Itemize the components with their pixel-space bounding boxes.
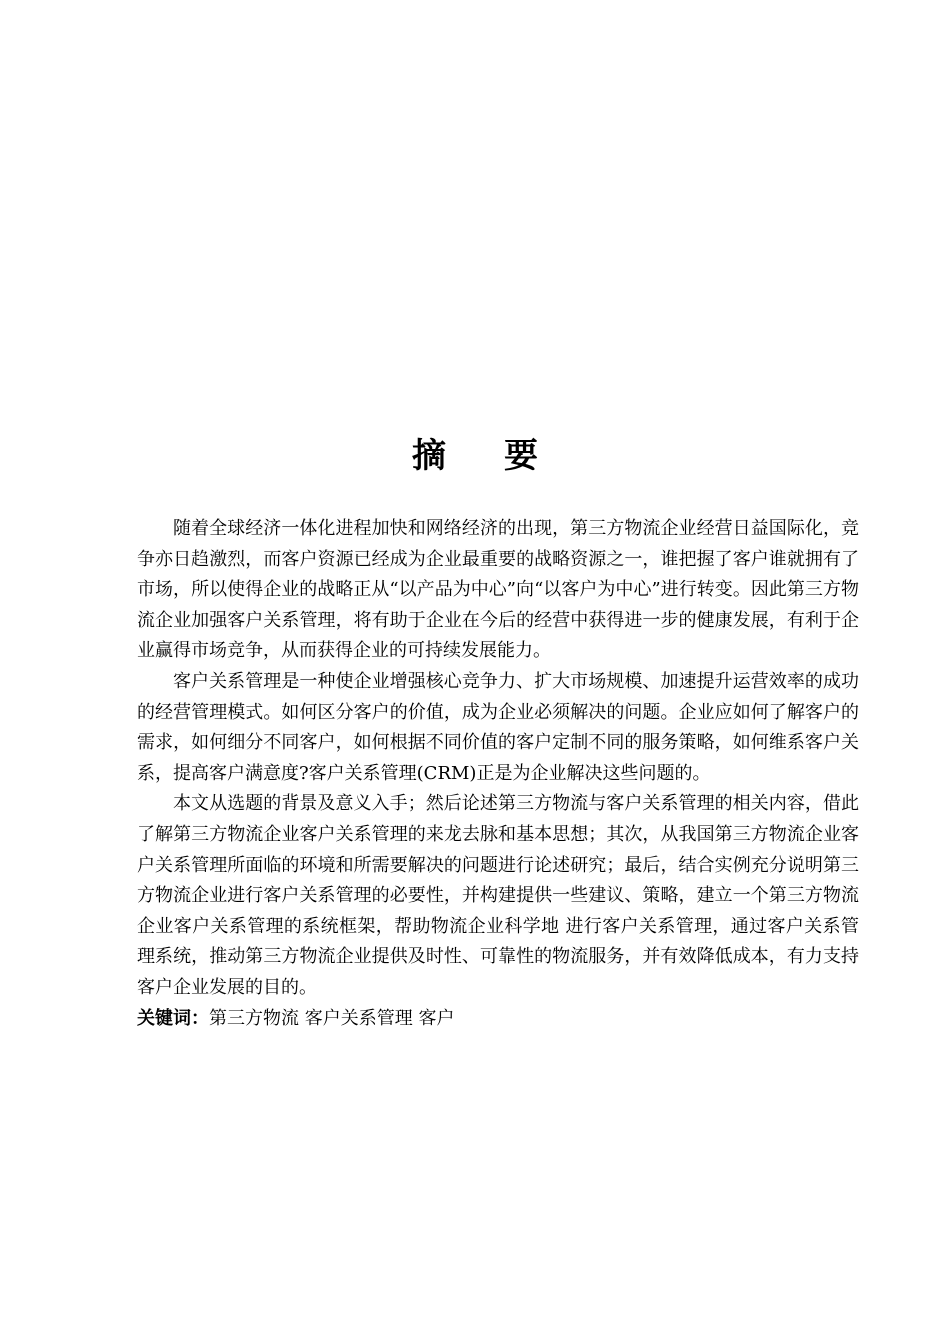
abstract-paragraph-1: 随着全球经济一体化进程加快和网络经济的出现，第三方物流企业经营日益国际化，竞争亦日趋激烈，而客户资源已经成为企业最重要的战略资源之一，谁把握了客户谁就拥有了市场，所以使得企业的战略正从“以产品为中心”向“以客户为中心”进行转变。因此第三方物流企业加强客户关系管理，将有助于企业在今后的经营中获得进一步的健康发展，有利于企业赢得市场竞争，从而获得企业的可持续发展能力。 — [137, 518, 859, 662]
keywords-line — [137, 1004, 859, 1035]
abstract-paragraph-2: 客户关系管理是一种使企业增强核心竞争力、扩大市场规模、加速提升运营效率的成功的经营管理模式。如何区分客户的价值，成为企业必须解决的问题。企业应如何了解客户的需求，如何细分不同客户，如何根据不同价值的客户定制不同的服务策略，如何维系客户关系，提高客户满意度?客户关系管理(CRM)正是为企业解决这些问题的。 — [137, 670, 859, 784]
keywords-label: 关键词： — [137, 1007, 209, 1029]
abstract-body — [137, 514, 859, 1034]
abstract-paragraph-3: 本文从选题的背景及意义入手；然后论述第三方物流与客户关系管理的相关内容，借此了解第三方物流企业客户关系管理的来龙去脉和基本思想；其次，从我国第三方物流企业客户关系管理所面临的环境和所需要解决的问题进行论述研究；最后，结合实例充分说明第三方物流企业进行客户关系管理的必要性，并构建提供一些建议、策略，建立一个第三方物流企业客户关系管理的系统框架，帮助物流企业科学地 进行客户关系管理，通过客户关系管理系统，推动第三方物流企业提供及时性、可靠性的物流服务，并有效降低成本，有力支持客户企业发展的目的。 — [137, 793, 859, 998]
keywords-value: 第三方物流 客户关系管理 客户 — [209, 1007, 455, 1029]
abstract-title: 摘要 — [412, 436, 596, 476]
